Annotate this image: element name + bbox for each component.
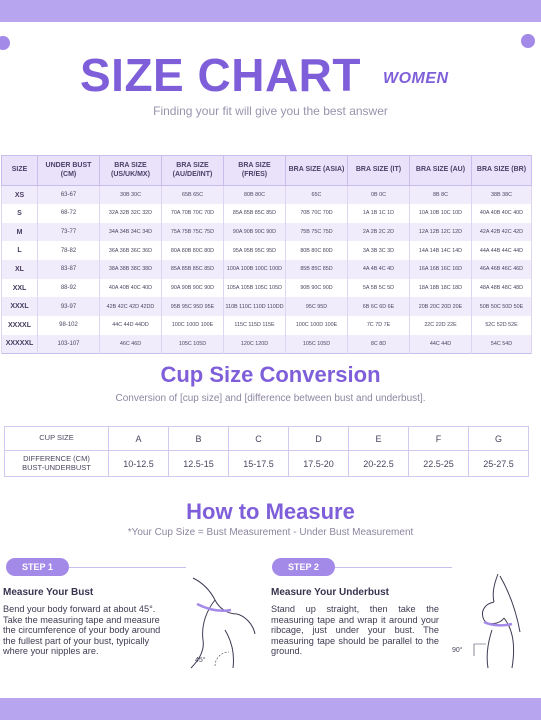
bra-size-cell: 38B 38C	[472, 186, 532, 205]
step2-heading: Measure Your Underbust	[271, 587, 389, 598]
bra-size-cell: 75B 75C 75D	[286, 223, 348, 242]
bra-size-cell: 7C 7D 7E	[348, 316, 410, 335]
size-table-row	[2, 279, 532, 298]
bra-size-cell: 38A 38B 38C 38D	[100, 260, 162, 279]
header-cell: BRA SIZE (BR)	[472, 156, 532, 186]
bra-size-cell: 12A 12B 12C 12D	[410, 223, 472, 242]
header-cell: BRA SIZE (AU)	[410, 156, 472, 186]
bra-size-cell: 6B 6C 6D 6E	[348, 297, 410, 316]
bra-size-cell: 5A 5B 5C 5D	[348, 279, 410, 298]
bra-size-cell: 105A 105B 105C 105D	[224, 279, 286, 298]
size-table-row	[2, 260, 532, 279]
bra-size-cell: 90A 90B 90C 90D	[224, 223, 286, 242]
underbust-cell: 63-67	[38, 186, 100, 205]
difference-label-line1: DIFFERENCE (CM)	[23, 454, 90, 464]
cup-size-cell: D	[289, 427, 349, 451]
bra-size-cell: 100C 100D 100E	[286, 316, 348, 335]
underbust-measure-illustration	[438, 570, 538, 670]
difference-label-line2: BUST-UNDERBUST	[22, 462, 91, 472]
bra-size-cell: 44A 44B 44C 44D	[472, 241, 532, 260]
size-cell: L	[2, 241, 38, 260]
bottom-decor-band	[0, 698, 541, 720]
bra-size-cell: 2A 2B 2C 2D	[348, 223, 410, 242]
size-cell: XL	[2, 260, 38, 279]
bra-size-cell: 52C 52D 52E	[472, 316, 532, 335]
step2-text: Stand up straight, then take the measuring tape and wrap it around your ribcage, just under your bust. The measuring tape should be parallel to the ground.	[271, 604, 439, 656]
measure-section-subtitle: *Your Cup Size = Bust Measurement - Under Bust Measurement	[127, 527, 414, 538]
bra-size-cell: 95A 95B 95C 95D	[224, 241, 286, 260]
decor-dot-right	[521, 34, 535, 48]
bra-size-cell: 70B 70C 70D	[286, 204, 348, 223]
bra-size-cell: 20B 20C 20D 20E	[410, 297, 472, 316]
header-cell: BRA SIZE (ASIA)	[286, 156, 348, 186]
bra-size-cell: 16A 16B 16C 16D	[410, 260, 472, 279]
bra-size-cell: 115C 115D 115E	[224, 316, 286, 335]
bra-size-cell: 120C 120D	[224, 335, 286, 354]
header-cell: BRA SIZE (AU/DE/INT)	[162, 156, 224, 186]
title-tag: WOMEN	[383, 70, 449, 87]
bra-size-cell: 80A 80B 80C 80D	[162, 241, 224, 260]
cup-table	[4, 426, 529, 477]
bra-size-cell: 90B 90C 90D	[286, 279, 348, 298]
bra-size-cell: 65B 65C	[162, 186, 224, 205]
bra-size-cell: 42A 42B 42C 42D	[472, 223, 532, 242]
bra-size-cell: 95B 95C 95D 95E	[162, 297, 224, 316]
size-table-row	[2, 335, 532, 354]
difference-cell: 15-17.5	[229, 451, 289, 477]
underbust-cell: 88-92	[38, 279, 100, 298]
size-table-row	[2, 186, 532, 205]
size-cell: XXXL	[2, 297, 38, 316]
bra-size-cell: 22C 22D 22E	[410, 316, 472, 335]
underbust-cell: 98-102	[38, 316, 100, 335]
bra-size-cell: 90A 90B 90C 90D	[162, 279, 224, 298]
step2-badge: STEP 2	[272, 558, 335, 576]
size-table-row	[2, 316, 532, 335]
bra-size-cell: 80B 80C	[224, 186, 286, 205]
title-row	[0, 48, 541, 104]
bra-size-cell: 50B 50C 50D 50E	[472, 297, 532, 316]
bra-size-cell: 44C 44D 44DD	[100, 316, 162, 335]
bra-size-cell: 34A 34B 34C 34D	[100, 223, 162, 242]
bra-size-cell: 65C	[286, 186, 348, 205]
header-cell: BRA SIZE (FR/ES)	[224, 156, 286, 186]
difference-cell: 10-12.5	[109, 451, 169, 477]
bust-measure-illustration	[175, 570, 270, 670]
header-cell: UNDER BUST (CM)	[38, 156, 100, 186]
cup-section-subtitle: Conversion of [cup size] and [difference between bust and underbust].	[115, 393, 426, 404]
cup-size-label: CUP SIZE	[5, 427, 109, 451]
bra-size-cell: 110B 110C 110D 110DD	[224, 297, 286, 316]
size-table-row	[2, 241, 532, 260]
bra-size-cell: 54C 54D	[472, 335, 532, 354]
underbust-cell: 93-97	[38, 297, 100, 316]
bra-size-cell: 8C 8D	[348, 335, 410, 354]
bra-size-cell: 32A 32B 32C 32D	[100, 204, 162, 223]
size-cell: XXL	[2, 279, 38, 298]
page-title: SIZE CHART	[80, 49, 361, 101]
underbust-cell: 83-87	[38, 260, 100, 279]
difference-cell: 22.5-25	[409, 451, 469, 477]
underbust-cell: 103-107	[38, 335, 100, 354]
step1-badge: STEP 1	[6, 558, 69, 576]
page-subtitle: Finding your fit will give you the best answer	[153, 104, 388, 118]
difference-cell: 20-22.5	[349, 451, 409, 477]
underbust-cell: 73-77	[38, 223, 100, 242]
bra-size-cell: 46A 46B 46C 46D	[472, 260, 532, 279]
difference-cell: 25-27.5	[469, 451, 529, 477]
cup-size-cell: B	[169, 427, 229, 451]
size-table	[1, 155, 532, 354]
bra-size-cell: 85A 85B 85C 85D	[224, 204, 286, 223]
bra-size-cell: 18A 18B 18C 18D	[410, 279, 472, 298]
step2-angle-label: 90°	[452, 647, 463, 654]
cup-size-cell: E	[349, 427, 409, 451]
difference-cell: 12.5-15	[169, 451, 229, 477]
bra-size-cell: 14A 14B 14C 14D	[410, 241, 472, 260]
bra-size-cell: 4A 4B 4C 4D	[348, 260, 410, 279]
size-table-row	[2, 297, 532, 316]
bra-size-cell: 40A 40B 40C 40D	[472, 204, 532, 223]
bra-size-cell: 3A 3B 3C 3D	[348, 241, 410, 260]
bra-size-cell: 105C 105D	[286, 335, 348, 354]
measure-section-title: How to Measure	[186, 499, 355, 524]
size-table-row	[2, 223, 532, 242]
bra-size-cell: 0B 0C	[348, 186, 410, 205]
header-cell: BRA SIZE (US/UK/MX)	[100, 156, 162, 186]
bra-size-cell: 36A 36B 36C 36D	[100, 241, 162, 260]
step1-angle-label: 45°	[195, 657, 206, 664]
bra-size-cell: 100A 100B 100C 100D	[224, 260, 286, 279]
bra-size-cell: 42B 42C 42D 42DD	[100, 297, 162, 316]
size-cell: M	[2, 223, 38, 242]
bra-size-cell: 85A 85B 85C 85D	[162, 260, 224, 279]
cup-difference-row	[5, 451, 529, 477]
bra-size-cell: 85B 85C 85D	[286, 260, 348, 279]
cup-size-cell: C	[229, 427, 289, 451]
bra-size-cell: 105C 105D	[162, 335, 224, 354]
bra-size-cell: 30B 30C	[100, 186, 162, 205]
step1-heading: Measure Your Bust	[3, 587, 94, 598]
bra-size-cell: 70A 70B 70C 70D	[162, 204, 224, 223]
difference-label	[5, 451, 109, 477]
size-table-row	[2, 204, 532, 223]
cup-size-row	[5, 427, 529, 451]
bra-size-cell: 46C 46D	[100, 335, 162, 354]
bra-size-cell: 80B 80C 80D	[286, 241, 348, 260]
header-cell: SIZE	[2, 156, 38, 186]
bra-size-cell: 40A 40B 40C 40D	[100, 279, 162, 298]
size-table-header-row	[2, 156, 532, 186]
cup-size-cell: A	[109, 427, 169, 451]
top-decor-band	[0, 0, 541, 22]
cup-section-title: Cup Size Conversion	[160, 362, 381, 387]
difference-cell: 17.5-20	[289, 451, 349, 477]
bra-size-cell: 8B 8C	[410, 186, 472, 205]
cup-size-cell: G	[469, 427, 529, 451]
size-cell: XXXXL	[2, 316, 38, 335]
bra-size-cell: 1A 1B 1C 1D	[348, 204, 410, 223]
size-cell: XS	[2, 186, 38, 205]
bra-size-cell: 44C 44D	[410, 335, 472, 354]
underbust-cell: 78-82	[38, 241, 100, 260]
underbust-cell: 68-72	[38, 204, 100, 223]
bra-size-cell: 100C 100D 100E	[162, 316, 224, 335]
step1-text: Bend your body forward at about 45°. Take the measuring tape and measure the circumference of your body around the fullest part of your bust, typically where your nipples are.	[3, 604, 161, 656]
bra-size-cell: 48A 48B 48C 48D	[472, 279, 532, 298]
size-cell: XXXXXL	[2, 335, 38, 354]
size-cell: S	[2, 204, 38, 223]
bra-size-cell: 75A 75B 75C 75D	[162, 223, 224, 242]
bra-size-cell: 10A 10B 10C 10D	[410, 204, 472, 223]
cup-size-cell: F	[409, 427, 469, 451]
header-cell: BRA SIZE (IT)	[348, 156, 410, 186]
bra-size-cell: 95C 95D	[286, 297, 348, 316]
